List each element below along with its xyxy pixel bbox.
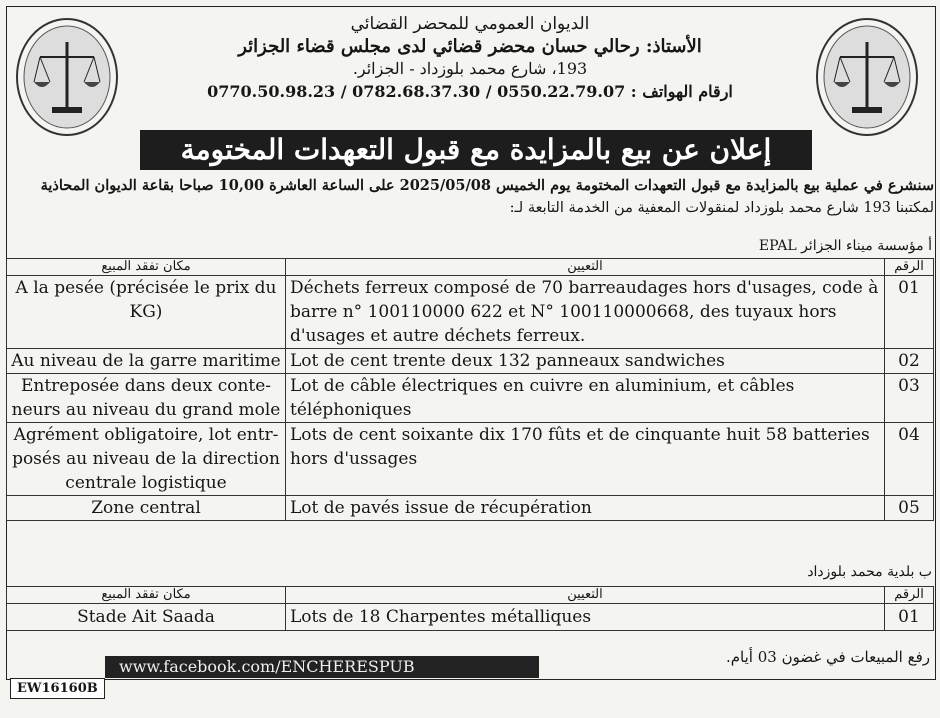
row-place: Agrément obligatoire, lot entr-posés au niveau de la direction centrale logistique	[7, 423, 286, 496]
table-row	[7, 374, 934, 423]
bailiff-header	[150, 14, 790, 101]
table-header-row	[7, 259, 934, 276]
row-place: Au niveau de la garre maritime	[7, 349, 286, 374]
row-number: 04	[885, 423, 934, 496]
intro-line-2: لمكتبنا 193 شارع محمد بلوزداد لمنقولات المعفية من الخدمة التابعة لـ:	[509, 200, 934, 216]
row-number: 01	[885, 604, 934, 631]
intro-text	[6, 175, 934, 219]
header-number: الرقم	[885, 259, 934, 276]
header-place: مكان تفقد المبيع	[7, 587, 286, 604]
office-address: 193، شارع محمد بلوزداد - الجزائر.	[352, 59, 588, 78]
phones-label: ارقام الهواتف :	[630, 82, 733, 101]
intro-line-1: سنشرع في عملية بيع بالمزايدة مع قبول التعهدات المختومة يوم الخميس 2025/05/08 على الساعة العاشرة 10,00 صباحا بقاعة الديوان المحاذية	[40, 177, 934, 194]
row-description: Lot de cent trente deux 132 panneaux sandwiches	[286, 349, 885, 374]
table-row	[7, 349, 934, 374]
sub-owner-label: ب بلدية محمد بلوزداد	[807, 564, 932, 580]
row-place: Stade Ait Saada	[7, 604, 286, 631]
row-description: Lot de câble électriques en cuivre en aluminium, et câbles téléphoniques	[286, 374, 885, 423]
bailiff-name: الأستاذ: رحالي حسان محضر قضائي لدى مجلس قضاء الجزائر	[238, 36, 702, 57]
row-description: Lots de cent soixante dix 170 fûts et de cinquante huit 58 batteries hors d'ussages	[286, 423, 885, 496]
row-number: 05	[885, 496, 934, 521]
row-description: Lots de 18 Charpentes métalliques	[286, 604, 885, 631]
table-row	[7, 604, 934, 631]
facebook-link[interactable]: www.facebook.com/ENCHERESPUB	[105, 656, 539, 678]
removal-deadline-note: رفع المبيعات في غضون 03 أيام.	[726, 648, 930, 666]
table-header-row	[7, 587, 934, 604]
row-place: A la pesée (précisée le prix du KG)	[7, 276, 286, 349]
office-name: الديوان العمومي للمحضر القضائي	[350, 14, 590, 34]
lots-table-municipality	[6, 586, 934, 631]
header-description: التعيين	[286, 259, 885, 276]
owner-label: أ مؤسسة ميناء الجزائر EPAL	[758, 238, 932, 254]
table-row	[7, 276, 934, 349]
justice-scales-seal-left	[12, 12, 122, 142]
justice-scales-seal-right	[812, 12, 922, 142]
row-place: Entreposée dans deux conte-neurs au niveau du grand mole	[7, 374, 286, 423]
header-description: التعيين	[286, 587, 885, 604]
row-description: Lot de pavés issue de récupération	[286, 496, 885, 521]
phone-numbers: 0770.50.98.23 / 0782.68.37.30 / 0550.22.79.07	[207, 82, 626, 101]
row-number: 02	[885, 349, 934, 374]
phone-line	[150, 82, 790, 101]
row-number: 01	[885, 276, 934, 349]
header-number: الرقم	[885, 587, 934, 604]
header-place: مكان تفقد المبيع	[7, 259, 286, 276]
table-row	[7, 496, 934, 521]
reference-code: EW16160B	[10, 678, 105, 699]
row-number: 03	[885, 374, 934, 423]
row-description: Déchets ferreux composé de 70 barreaudages hors d'usages, code à barre n° 100110000 622 et N° 100110000668, des tuyaux hors d'usages et autre déchets ferreux.	[286, 276, 885, 349]
lots-table-epal	[6, 258, 934, 521]
notice-title: إعلان عن بيع بالمزايدة مع قبول التعهدات المختومة	[140, 130, 812, 170]
row-place: Zone central	[7, 496, 286, 521]
table-row	[7, 423, 934, 496]
